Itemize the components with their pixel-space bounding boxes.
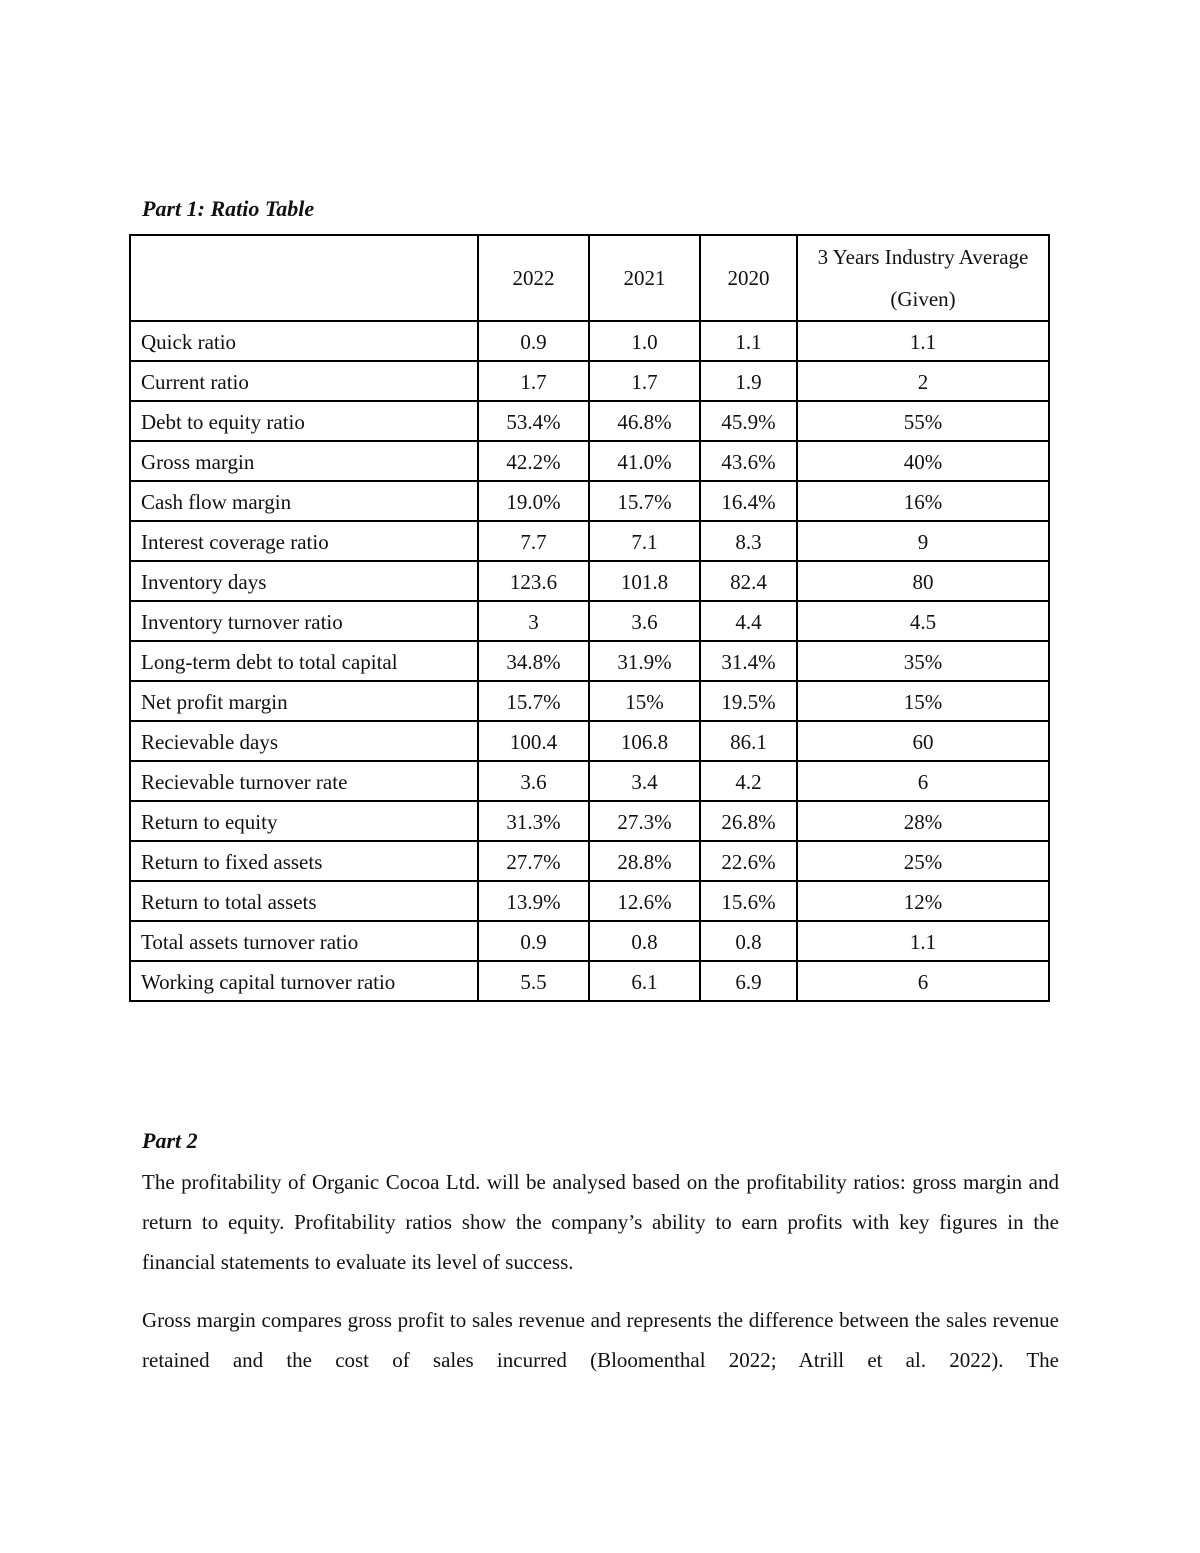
cell-industry-average: 6 [797, 961, 1049, 1001]
table-row [130, 681, 1049, 721]
cell-industry-average: 16% [797, 481, 1049, 521]
cell-value-2020: 1.1 [700, 321, 797, 361]
table-row [130, 921, 1049, 961]
cell-industry-average: 15% [797, 681, 1049, 721]
cell-industry-average: 9 [797, 521, 1049, 561]
cell-value-2020: 86.1 [700, 721, 797, 761]
cell-label: Quick ratio [130, 321, 478, 361]
cell-industry-average: 55% [797, 401, 1049, 441]
cell-value-2021: 1.7 [589, 361, 700, 401]
cell-label: Return to equity [130, 801, 478, 841]
cell-value-2020: 16.4% [700, 481, 797, 521]
cell-label: Long-term debt to total capital [130, 641, 478, 681]
cell-value-2022: 34.8% [478, 641, 589, 681]
cell-industry-average: 35% [797, 641, 1049, 681]
cell-value-2020: 31.4% [700, 641, 797, 681]
cell-value-2021: 6.1 [589, 961, 700, 1001]
cell-label: Inventory turnover ratio [130, 601, 478, 641]
cell-label: Recievable turnover rate [130, 761, 478, 801]
cell-value-2022: 13.9% [478, 881, 589, 921]
cell-label: Cash flow margin [130, 481, 478, 521]
cell-value-2021: 31.9% [589, 641, 700, 681]
cell-value-2022: 53.4% [478, 401, 589, 441]
cell-value-2020: 45.9% [700, 401, 797, 441]
header-cell-industry-average: 3 Years Industry Average (Given) [797, 235, 1049, 321]
cell-industry-average: 28% [797, 801, 1049, 841]
cell-value-2020: 22.6% [700, 841, 797, 881]
cell-industry-average: 25% [797, 841, 1049, 881]
table-row [130, 481, 1049, 521]
cell-value-2021: 41.0% [589, 441, 700, 481]
table-row [130, 321, 1049, 361]
cell-value-2020: 8.3 [700, 521, 797, 561]
table-row [130, 521, 1049, 561]
header-cell-2020: 2020 [700, 235, 797, 321]
header-cell-blank [130, 235, 478, 321]
cell-value-2021: 15.7% [589, 481, 700, 521]
cell-value-2021: 12.6% [589, 881, 700, 921]
cell-industry-average: 1.1 [797, 921, 1049, 961]
cell-value-2022: 3 [478, 601, 589, 641]
cell-value-2022: 0.9 [478, 321, 589, 361]
cell-value-2021: 3.6 [589, 601, 700, 641]
cell-label: Debt to equity ratio [130, 401, 478, 441]
cell-value-2020: 4.2 [700, 761, 797, 801]
cell-industry-average: 80 [797, 561, 1049, 601]
ratio-table-body [130, 321, 1049, 1001]
table-row [130, 401, 1049, 441]
cell-label: Gross margin [130, 441, 478, 481]
cell-label: Return to total assets [130, 881, 478, 921]
cell-value-2022: 123.6 [478, 561, 589, 601]
cell-value-2021: 28.8% [589, 841, 700, 881]
cell-value-2020: 82.4 [700, 561, 797, 601]
ratio-table [129, 234, 1050, 1002]
cell-value-2021: 101.8 [589, 561, 700, 601]
cell-value-2022: 27.7% [478, 841, 589, 881]
cell-value-2020: 43.6% [700, 441, 797, 481]
table-row [130, 721, 1049, 761]
table-row [130, 961, 1049, 1001]
table-row [130, 761, 1049, 801]
header-cell-2021: 2021 [589, 235, 700, 321]
paragraph-gross-margin: Gross margin compares gross profit to sales revenue and represents the difference between the sales revenue retained and the cost of sales incurred (Bloomenthal 2022; Atrill et al. 2022). The [142, 1308, 1059, 1372]
table-row [130, 841, 1049, 881]
cell-label: Interest coverage ratio [130, 521, 478, 561]
cell-value-2022: 15.7% [478, 681, 589, 721]
cell-value-2020: 19.5% [700, 681, 797, 721]
header-row [130, 235, 1049, 321]
cell-value-2021: 7.1 [589, 521, 700, 561]
table-row [130, 641, 1049, 681]
paragraph-profitability-intro: The profitability of Organic Cocoa Ltd. will be analysed based on the profitability ratios: gross margin and return to equity. Profitability ratios show the company’s ability to earn profits with key figures in the financial statements to evaluate its level of success. [142, 1170, 1059, 1274]
table-row [130, 441, 1049, 481]
cell-value-2021: 106.8 [589, 721, 700, 761]
cell-label: Recievable days [130, 721, 478, 761]
cell-label: Current ratio [130, 361, 478, 401]
cell-value-2020: 26.8% [700, 801, 797, 841]
cell-industry-average: 4.5 [797, 601, 1049, 641]
cell-value-2022: 31.3% [478, 801, 589, 841]
cell-value-2021: 0.8 [589, 921, 700, 961]
cell-value-2022: 19.0% [478, 481, 589, 521]
part2-heading: Part 2 [142, 1128, 198, 1153]
cell-label: Total assets turnover ratio [130, 921, 478, 961]
cell-value-2020: 4.4 [700, 601, 797, 641]
table-row [130, 561, 1049, 601]
header-cell-2022: 2022 [478, 235, 589, 321]
cell-industry-average: 2 [797, 361, 1049, 401]
cell-value-2022: 100.4 [478, 721, 589, 761]
cell-value-2021: 27.3% [589, 801, 700, 841]
cell-label: Working capital turnover ratio [130, 961, 478, 1001]
cell-value-2020: 1.9 [700, 361, 797, 401]
cell-value-2022: 3.6 [478, 761, 589, 801]
table-row [130, 801, 1049, 841]
cell-label: Inventory days [130, 561, 478, 601]
cell-value-2021: 3.4 [589, 761, 700, 801]
cell-value-2020: 6.9 [700, 961, 797, 1001]
cell-industry-average: 1.1 [797, 321, 1049, 361]
cell-value-2022: 1.7 [478, 361, 589, 401]
cell-industry-average: 60 [797, 721, 1049, 761]
table-row [130, 361, 1049, 401]
cell-value-2021: 46.8% [589, 401, 700, 441]
cell-industry-average: 12% [797, 881, 1049, 921]
cell-label: Net profit margin [130, 681, 478, 721]
cell-value-2022: 0.9 [478, 921, 589, 961]
cell-value-2021: 15% [589, 681, 700, 721]
cell-value-2021: 1.0 [589, 321, 700, 361]
cell-value-2020: 15.6% [700, 881, 797, 921]
table-row [130, 601, 1049, 641]
cell-value-2020: 0.8 [700, 921, 797, 961]
table-row [130, 881, 1049, 921]
cell-value-2022: 5.5 [478, 961, 589, 1001]
cell-industry-average: 40% [797, 441, 1049, 481]
cell-value-2022: 7.7 [478, 521, 589, 561]
cell-label: Return to fixed assets [130, 841, 478, 881]
cell-industry-average: 6 [797, 761, 1049, 801]
ratio-table-header [130, 235, 1049, 321]
part1-heading: Part 1: Ratio Table [142, 196, 315, 221]
cell-value-2022: 42.2% [478, 441, 589, 481]
